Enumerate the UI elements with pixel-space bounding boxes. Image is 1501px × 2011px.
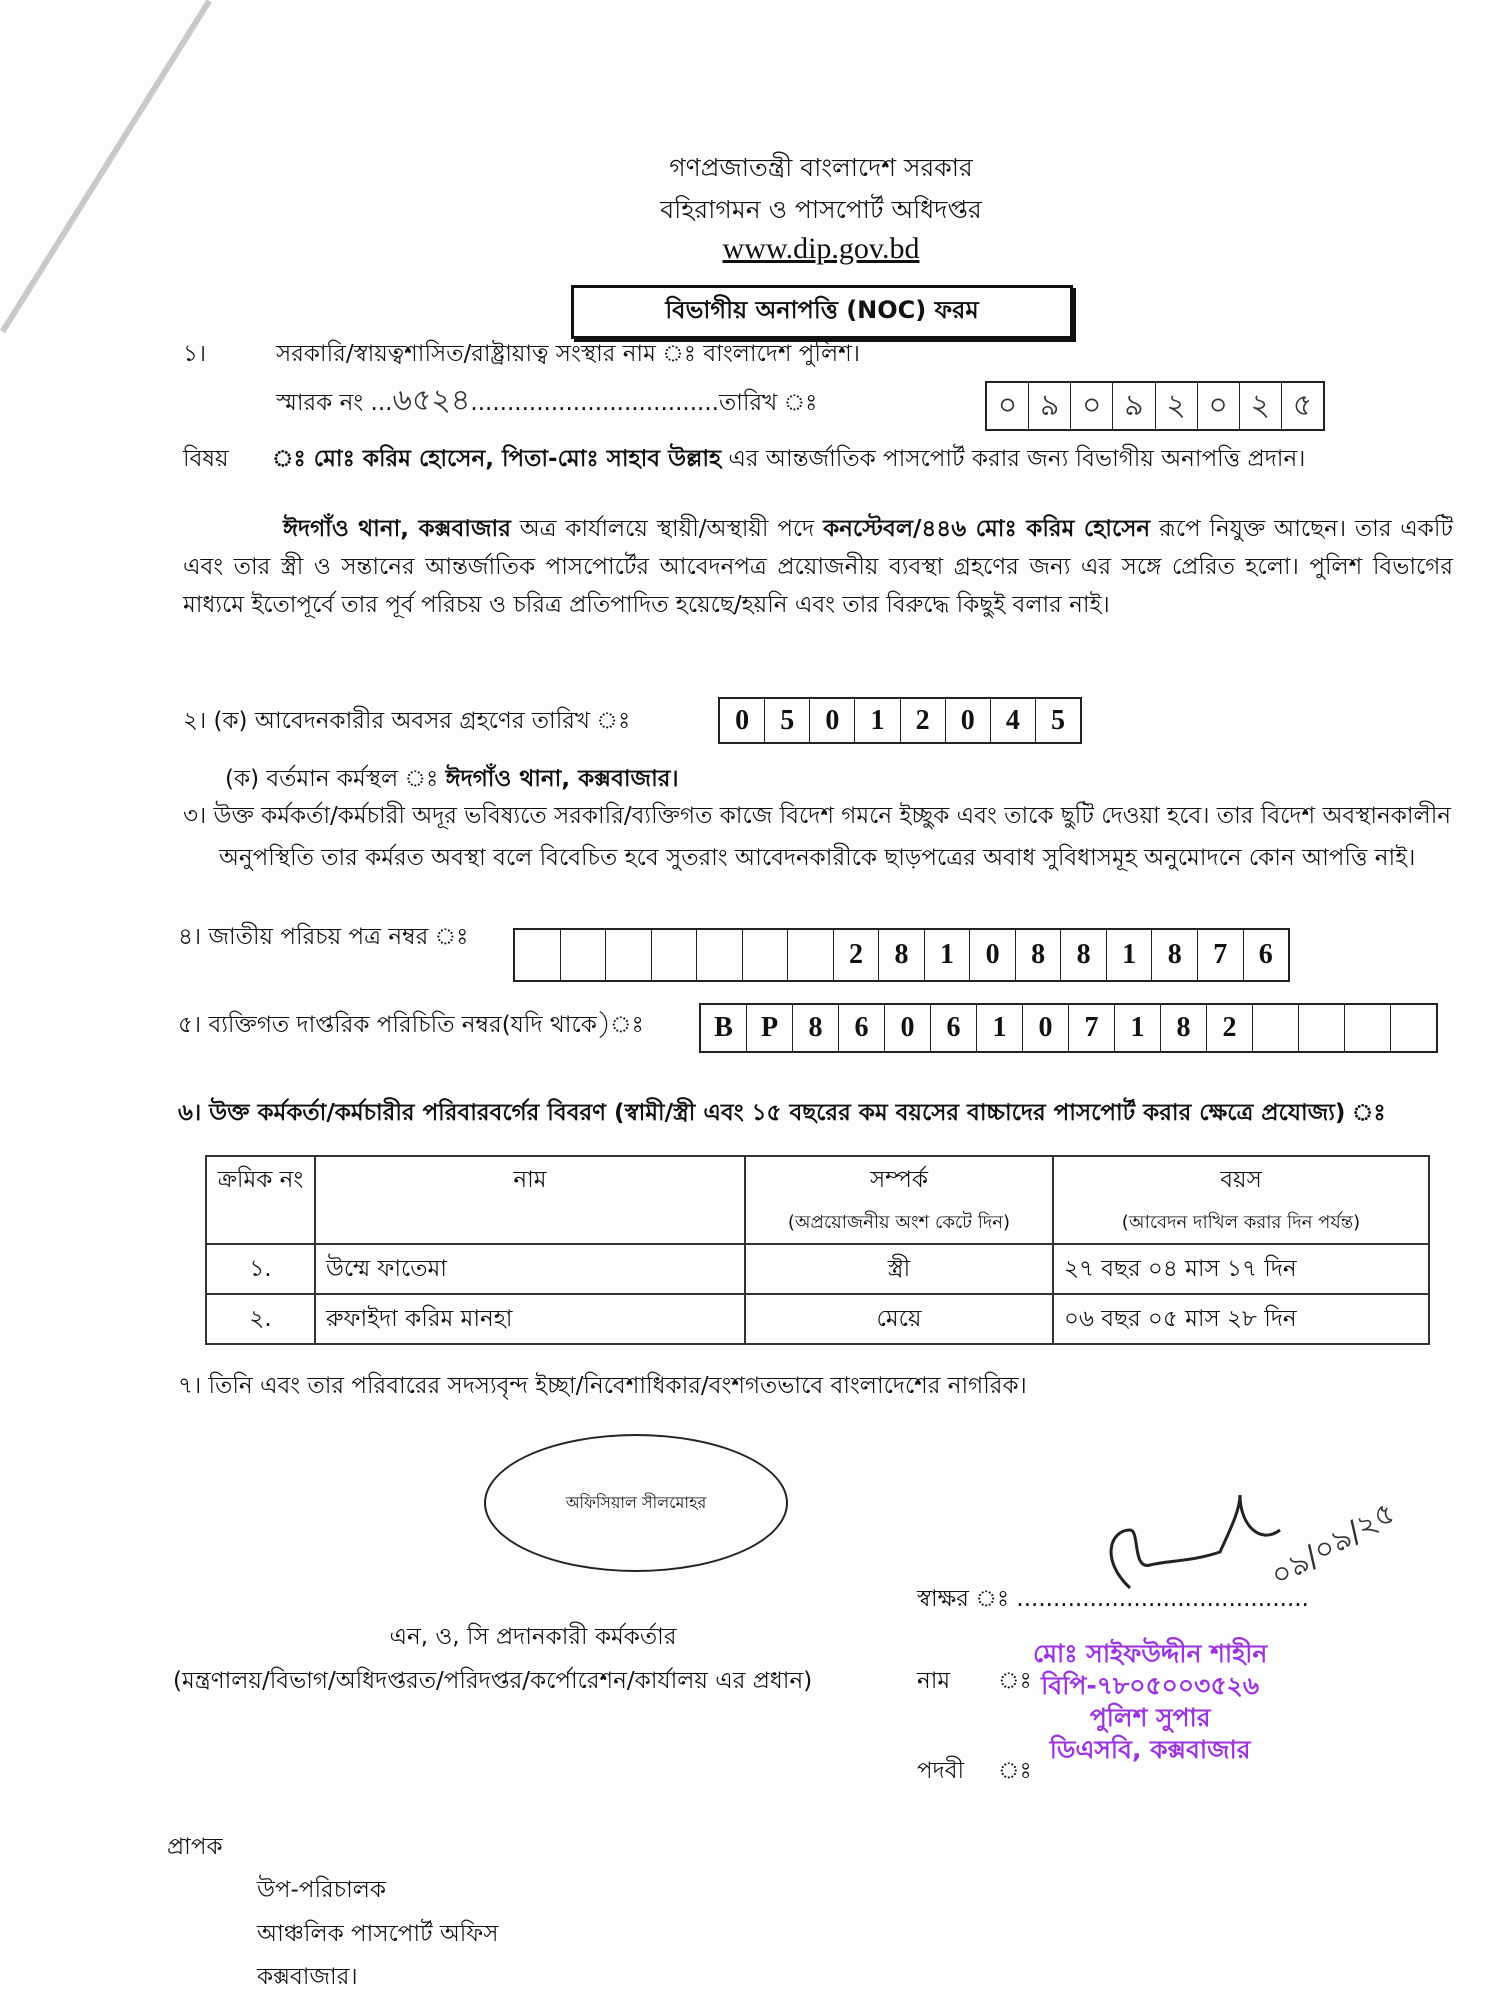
digit-box: 2 <box>834 930 880 980</box>
stamp-name: মোঃ সাইফউদ্দীন শাহীন <box>1033 1639 1268 1668</box>
digit-box: 6 <box>839 1005 885 1051</box>
para-text-2: রূপে নিযুক্ত আছেন। তার একটি এবং তার স্ত্রী ও সন্তানের আন্তর্জাতিক পাসপোর্টের আবেদনপত্র প্রয়োজনীয় ব্যবস্থা গ্রহণের জন্য এর সঙ্গে প্রেরিত হলো। পুলিশ বিভাগের মাধ্যমে ইতোপূর্বে তার পূর্ব পরিচয় ও চরিত্র প্রতিপাদিত হয়েছে/হয়নি এবং তার বিরুদ্ধে কিছুই বলার নাই। <box>183 516 1453 618</box>
item3-text: ৩। উক্ত কর্মকর্তা/কর্মচারী অদূর ভবিষ্যতে সরকারি/ব্যক্তিগত কাজে বিদেশ গমনে ইচ্ছুক এবং তাকে ছুটি দেওয়া হবে। তার বিদেশ অবস্থানকালীন অনুপস্থিতি তার কর্মরত অবস্থা বলে বিবেচিত হবে সুতরাং আবেদনকারীকে ছাড়পত্রের অবাধ সুবিধাসমূহ অনুমোদনে কোন আপত্তি নাই। <box>183 803 1451 871</box>
digit-box: 4 <box>991 699 1036 742</box>
item1-number: ১। <box>183 341 207 367</box>
main-paragraph <box>183 510 1453 624</box>
officer-line2: (মন্ত্রণালয়/বিভাগ/অধিদপ্তরত/পরিদপ্তর/কর্পোরেশন/কার্যালয় এর প্রধান) <box>173 1668 813 1694</box>
workplace-line <box>225 760 679 799</box>
digit-box: 8 <box>1152 930 1198 980</box>
digit-box: P <box>747 1005 793 1051</box>
digit-box <box>515 930 561 980</box>
memo-value: ৬৫২৪ <box>392 383 471 418</box>
digit-box <box>606 930 652 980</box>
col-relation <box>745 1156 1053 1244</box>
digit-box: ০ <box>987 383 1029 429</box>
row-serial: ১. <box>206 1244 315 1294</box>
digit-box: ০ <box>1198 383 1240 429</box>
digit-box: 1 <box>977 1005 1023 1051</box>
digit-box <box>561 930 607 980</box>
header-gov: গণপ্রজাতন্ত্রী বাংলাদেশ সরকার <box>669 153 973 182</box>
digit-box: 0 <box>810 699 855 742</box>
digit-box: 2 <box>1207 1005 1253 1051</box>
digit-box <box>652 930 698 980</box>
digit-box: 0 <box>970 930 1016 980</box>
stamp-office: ডিএসবি, কক্সবাজার <box>1049 1735 1251 1764</box>
memo-line <box>276 376 817 427</box>
row-serial: ২. <box>206 1294 315 1344</box>
digit-box <box>1253 1005 1299 1051</box>
col-serial: ক্রমিক নং <box>206 1156 315 1244</box>
digit-box: 0 <box>946 699 991 742</box>
memo-label: স্মারক নং ... <box>276 390 393 416</box>
item7-text: ৭। তিনি এবং তার পরিবারের সদস্যবৃন্দ ইচ্ছা/নিবেশাধিকার/বংশগতভাবে বাংলাদেশের নাগরিক। <box>178 1373 1027 1399</box>
subject-line <box>272 440 1305 479</box>
para-text-1: অত্র কার্যালয়ে স্থায়ী/অস্থায়ী পদে <box>510 516 824 542</box>
digit-box <box>788 930 834 980</box>
memo-date-boxes <box>985 381 1325 431</box>
digit-box: ৯ <box>1113 383 1155 429</box>
station-name: ঈদগাঁও থানা, কক্সবাজার <box>283 516 511 542</box>
retirement-date-boxes <box>718 697 1082 744</box>
date-label: তারিখ ঃ <box>718 390 818 416</box>
officer-stamp <box>1033 1638 1267 1766</box>
digit-box: 1 <box>855 699 900 742</box>
recipient-label: প্রাপক <box>167 1834 223 1860</box>
item1-text: সরকারি/স্বায়ত্বশাসিত/রাষ্ট্রায়াত্ব সংস্থার নাম ঃ বাংলাদেশ পুলিশ। <box>276 341 860 367</box>
digit-box <box>697 930 743 980</box>
digit-box: ২ <box>1156 383 1198 429</box>
stamp-bp: বিপি-৭৮০৫০০৩৫২৬ <box>1041 1671 1260 1700</box>
row-relation: মেয়ে <box>745 1294 1053 1344</box>
digit-box: 5 <box>1050 704 1065 736</box>
row-age: ২৭ বছর ০৪ মাস ১৭ দিন <box>1053 1244 1429 1294</box>
digit-box <box>743 930 789 980</box>
digit-box: 8 <box>879 930 925 980</box>
digit-box: 8 <box>1161 1005 1207 1051</box>
age-title: বয়স <box>1220 1167 1262 1193</box>
signature-date: ০৯/০৯/২৫ <box>1264 1495 1402 1595</box>
bp-number-boxes <box>699 1003 1438 1053</box>
digit-box: ৯ <box>1029 383 1071 429</box>
digit-box: 5 <box>765 699 810 742</box>
family-table <box>205 1155 1430 1345</box>
table-row <box>206 1294 1429 1344</box>
nid-boxes <box>513 928 1290 982</box>
name-colon: ঃ <box>998 1668 1032 1694</box>
digit-box: 1 <box>1115 1005 1161 1051</box>
official-seal: অফিসিয়াল সীলমোহর <box>484 1434 788 1572</box>
item2-label: ২। (ক) আবেদনকারীর অবসর গ্রহণের তারিখ ঃ <box>183 708 631 734</box>
digit-box: 1 <box>1107 930 1153 980</box>
row-relation: স্ত্রী <box>745 1244 1053 1294</box>
subject-bold: ঃ মোঃ করিম হোসেন, পিতা-মোঃ সাহাব উল্লাহ <box>272 446 722 472</box>
digit-box: ০ <box>1071 383 1113 429</box>
digit-box: 0 <box>1023 1005 1069 1051</box>
officer-line1: এন, ও, সি প্রদানকারী কর্মকর্তার <box>389 1624 677 1650</box>
relation-title: সম্পর্ক <box>870 1167 928 1193</box>
officer-name: কনস্টেবল/৪৪৬ মোঃ করিম হোসেন <box>823 516 1151 542</box>
col-name: নাম <box>315 1156 745 1244</box>
item5-label: ৫। ব্যক্তিগত দাপ্তরিক পরিচিতি নম্বর(যদি থাকে)ঃ <box>178 1012 644 1038</box>
digit-box: 7 <box>1069 1005 1115 1051</box>
memo-dots: .................................. <box>470 390 719 416</box>
relation-note: (অপ্রয়োজনীয় অংশ কেটে দিন) <box>787 1212 1011 1233</box>
col-age <box>1053 1156 1429 1244</box>
workplace-value: ঈদগাঁও থানা, কক্সবাজার। <box>445 766 679 792</box>
digit-box: 6 <box>931 1005 977 1051</box>
digit-box <box>1299 1005 1345 1051</box>
form-title: বিভাগীয় অনাপত্তি (NOC) ফরম <box>571 285 1073 339</box>
item4-label: ৪। জাতীয় পরিচয় পত্র নম্বর ঃ <box>178 924 469 950</box>
digit-box: 8 <box>793 1005 839 1051</box>
header-url: www.dip.gov.bd <box>722 232 920 265</box>
designation-colon: ঃ <box>998 1758 1032 1784</box>
stamp-rank: পুলিশ সুপার <box>1089 1703 1211 1732</box>
digit-box: 6 <box>1258 939 1273 970</box>
digit-box: 8 <box>1061 930 1107 980</box>
signature-label: স্বাক্ষর ঃ ........................................ <box>917 1586 1309 1612</box>
subject-label: বিষয় <box>183 446 229 472</box>
recipient-line: উপ-পরিচালক <box>257 1877 386 1903</box>
table-row <box>206 1244 1429 1294</box>
digit-box: 2 <box>901 699 946 742</box>
row-name: উম্মে ফাতেমা <box>315 1244 745 1294</box>
digit-box: 1 <box>925 930 971 980</box>
name-label: নাম <box>917 1668 951 1694</box>
digit-box: 0 <box>720 699 765 742</box>
digit-box: 7 <box>1198 930 1244 980</box>
digit-box: 8 <box>1016 930 1062 980</box>
item6-label: ৬। উক্ত কর্মকর্তা/কর্মচারীর পরিবারবর্গের বিবরণ (স্বামী/স্ত্রী এবং ১৫ বছরের কম বয়সের বাচ্চাদের পাসপোর্ট করার ক্ষেত্রে প্রযোজ্য) ঃ <box>178 1100 1386 1126</box>
row-age: ০৬ বছর ০৫ মাস ২৮ দিন <box>1053 1294 1429 1344</box>
designation-label: পদবী <box>917 1758 965 1784</box>
header-dept: বহিরাগমন ও পাসপোর্ট অধিদপ্তর <box>660 195 982 224</box>
table-header-row <box>206 1156 1429 1244</box>
recipient-line: কক্সবাজার। <box>257 1964 358 1990</box>
digit-box: ৫ <box>1292 388 1313 422</box>
digit-box: B <box>701 1005 747 1051</box>
row-name: রুফাইদা করিম মানহা <box>315 1294 745 1344</box>
age-note: (আবেদন দাখিল করার দিন পর্যন্ত) <box>1121 1212 1361 1233</box>
digit-box: 0 <box>885 1005 931 1051</box>
digit-box <box>1345 1005 1391 1051</box>
digit-box: ২ <box>1240 383 1282 429</box>
subject-rest: এর আন্তর্জাতিক পাসপোর্ট করার জন্য বিভাগীয় অনাপত্তি প্রদান। <box>721 446 1306 472</box>
digit-box <box>1391 1005 1436 1051</box>
workplace-label: (ক) বর্তমান কর্মস্থল ঃ <box>225 766 446 792</box>
recipient-line: আঞ্চলিক পাসপোর্ট অফিস <box>257 1921 499 1947</box>
